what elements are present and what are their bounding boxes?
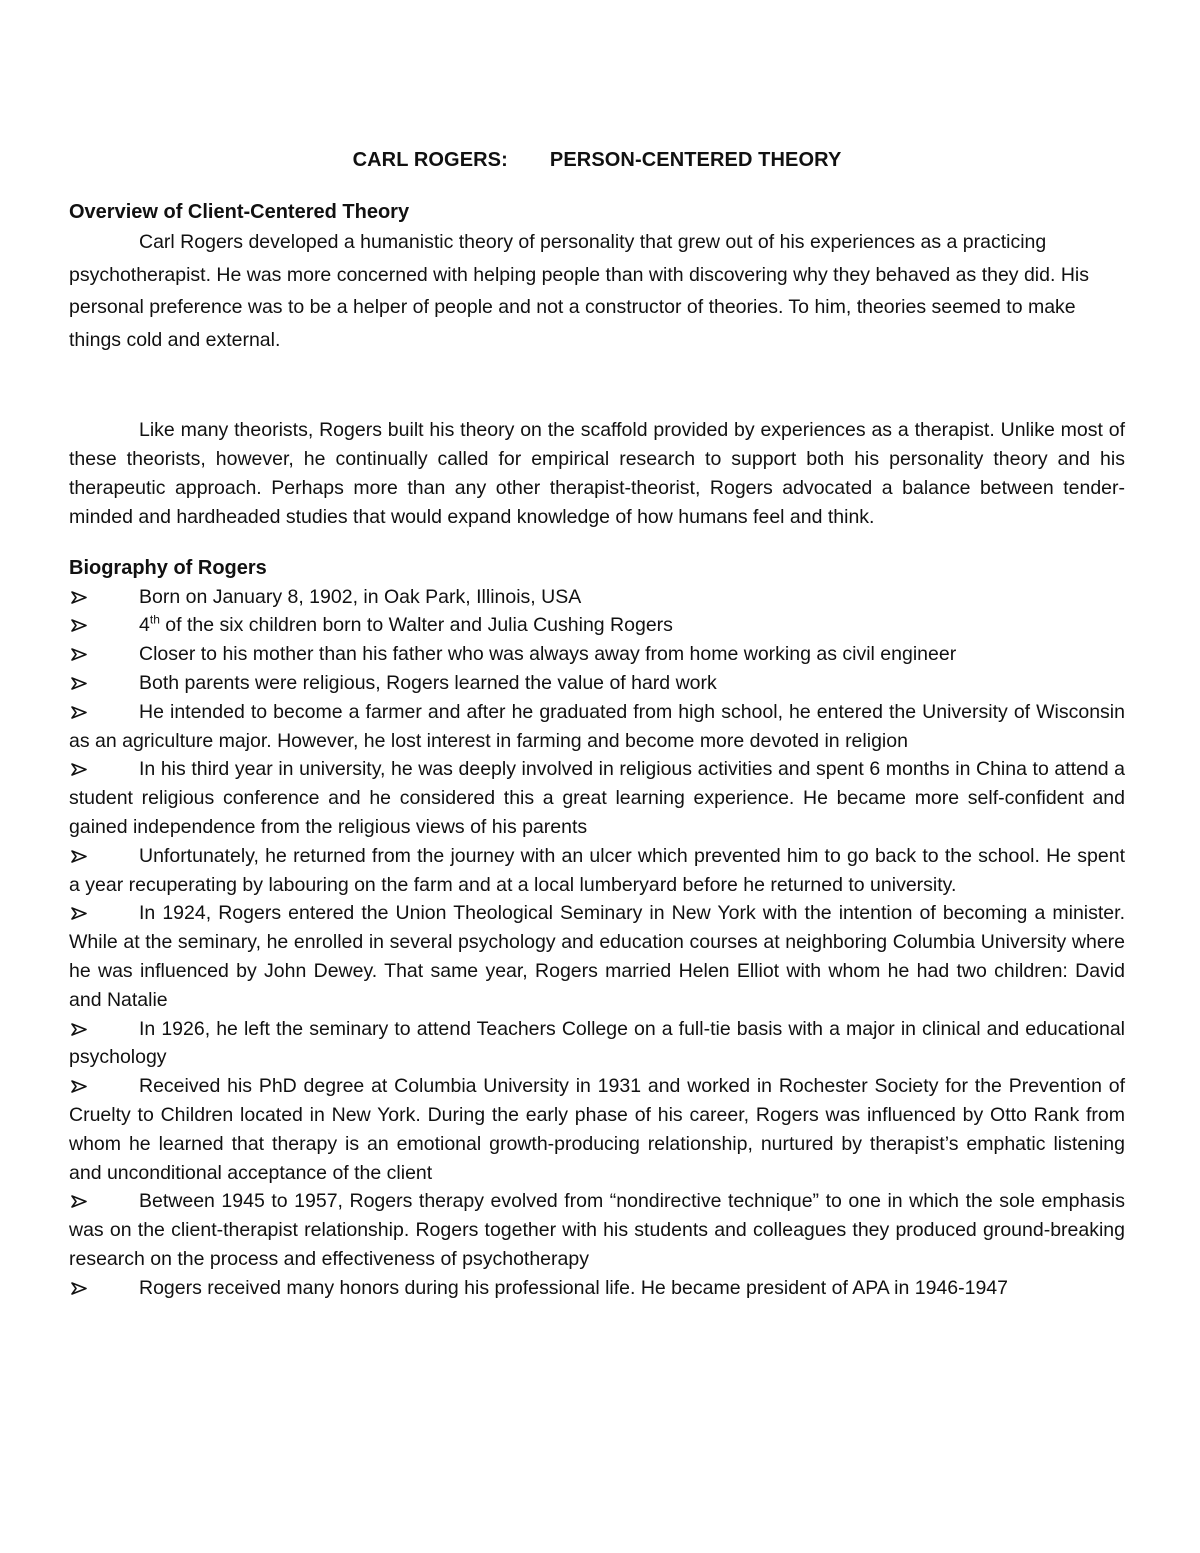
arrowhead-bullet-icon bbox=[69, 1187, 91, 1215]
list-item bbox=[69, 1015, 1125, 1073]
list-item bbox=[69, 1187, 1125, 1273]
list-item-text-rest: of the six children born to Walter and Julia Cushing Rogers bbox=[159, 614, 673, 637]
list-item-text: Unfortunately, he returned from the journey with an ulcer which prevented him to go back to the school. He spent a year recuperating by labouring on the farm and at a local lumberyard before he returned to university. bbox=[69, 844, 1125, 896]
list-item bbox=[69, 698, 1125, 756]
list-item-text: Between 1945 to 1957, Rogers therapy evolved from “nondirective technique” to one in which the sole emphasis was on the client-therapist relationship. Rogers together with his students and colleagues they produced ground-breaking research on the process and effectiveness of psychotherapy bbox=[69, 1190, 1125, 1270]
overview-heading: Overview of Client-Centered Theory bbox=[69, 201, 410, 223]
list-item-text: Closer to his mother than his father who was always away from home working as civil engineer bbox=[139, 643, 957, 666]
list-item bbox=[69, 611, 1125, 640]
list-item-text: 4 bbox=[139, 614, 150, 637]
list-item bbox=[69, 1072, 1125, 1187]
arrowhead-bullet-icon bbox=[69, 899, 91, 927]
document-page bbox=[69, 146, 1125, 1303]
list-item-text: He intended to become a farmer and after he graduated from high school, he entered the University of Wisconsin as an agriculture major. However, he lost interest in farming and become more devoted in religion bbox=[69, 700, 1125, 752]
arrowhead-bullet-icon bbox=[69, 755, 91, 783]
overview-paragraph-1: Carl Rogers developed a humanistic theory of personality that grew out of his experiences as a practicing psychotherapist. He was more concerned with helping people than with discovering why they behaved as they did. His personal preference was to be a helper of people and not a constructor of theories. To him, theories seemed to make things cold and external. bbox=[69, 231, 1089, 352]
title-part-1: CARL ROGERS: bbox=[352, 149, 508, 171]
arrowhead-bullet-icon bbox=[69, 583, 91, 611]
list-item bbox=[69, 755, 1125, 841]
list-item bbox=[69, 842, 1125, 900]
list-item-text: Both parents were religious, Rogers learned the value of hard work bbox=[139, 672, 717, 695]
list-item bbox=[69, 669, 1125, 698]
ordinal-superscript: th bbox=[149, 612, 160, 627]
arrowhead-bullet-icon bbox=[69, 1015, 91, 1043]
list-item-text: Rogers received many honors during his professional life. He became president of APA in 1946-1947 bbox=[139, 1276, 1008, 1299]
list-item-text: Received his PhD degree at Columbia University in 1931 and worked in Rochester Society for the Prevention of Cruelty to Children located in New York. During the early phase of his career, Rogers was influenced by Otto Rank from whom he learned that therapy is an emotional growth-producing relationship, nurtured by therapist’s emphatic listening and unconditional acceptance of the client bbox=[69, 1075, 1125, 1184]
list-item bbox=[69, 583, 1125, 612]
arrowhead-bullet-icon bbox=[69, 611, 91, 639]
arrowhead-bullet-icon bbox=[69, 1072, 91, 1100]
list-item bbox=[69, 899, 1125, 1014]
list-item bbox=[69, 1274, 1125, 1303]
overview-paragraph-2: Like many theorists, Rogers built his theory on the scaffold provided by experiences as a therapist. Unlike most of these theorists, however, he continually called for empirical research to support both his personality theory and his therapeutic approach. Perhaps more than any other therapist-theorist, Rogers advocated a balance between tender-minded and hardheaded studies that would expand knowledge of how humans feel and think. bbox=[69, 418, 1125, 529]
list-item-text: In 1924, Rogers entered the Union Theological Seminary in New York with the intention of becoming a minister. While at the seminary, he enrolled in several psychology and education courses at neighboring Columbia University where he was influenced by John Dewey. That same year, Rogers married Helen Elliot with whom he had two children: David and Natalie bbox=[69, 902, 1125, 1011]
arrowhead-bullet-icon bbox=[69, 669, 91, 697]
arrowhead-bullet-icon bbox=[69, 640, 91, 668]
title-part-2: PERSON-CENTERED THEORY bbox=[549, 149, 842, 171]
biography-heading: Biography of Rogers bbox=[69, 556, 267, 579]
arrowhead-bullet-icon bbox=[69, 1274, 91, 1302]
list-item-text: Born on January 8, 1902, in Oak Park, Illinois, USA bbox=[139, 585, 582, 608]
list-item-text: In 1926, he left the seminary to attend Teachers College on a full-tie basis with a major in clinical and educational psychology bbox=[69, 1017, 1125, 1069]
list-item bbox=[69, 640, 1125, 669]
arrowhead-bullet-icon bbox=[69, 698, 91, 726]
arrowhead-bullet-icon bbox=[69, 842, 91, 870]
biography-list bbox=[69, 583, 1125, 1303]
list-item-text: In his third year in university, he was deeply involved in religious activities and spent 6 months in China to attend a student religious conference and he considered this a great learning experience. He became more self-confident and gained independence from the religious views of his parents bbox=[69, 758, 1125, 838]
document-title bbox=[69, 146, 1125, 174]
